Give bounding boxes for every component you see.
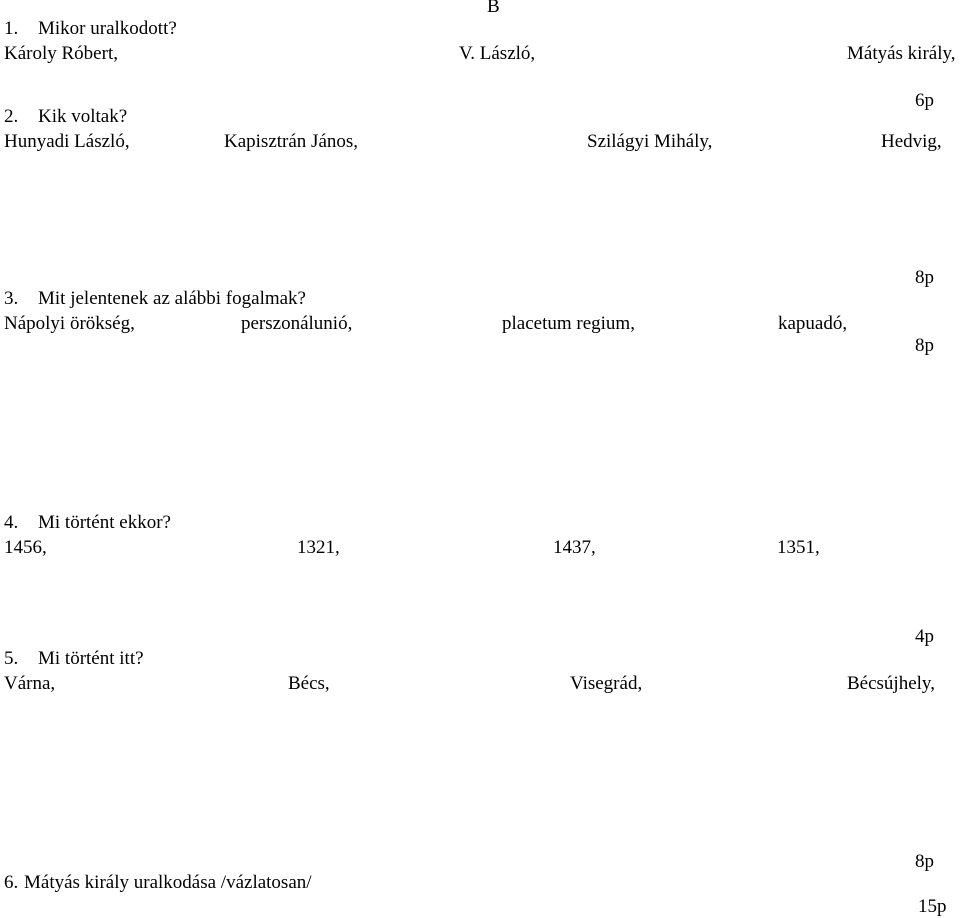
answer-item: Visegrád, — [570, 673, 643, 694]
answer-item: Nápolyi örökség, — [4, 313, 135, 334]
answer-item: Várna, — [4, 673, 56, 694]
question-number: 4. — [4, 512, 19, 533]
question-prompt: Mit jelentenek az alábbi fogalmak? — [38, 288, 306, 309]
question-number: 6. — [4, 872, 19, 893]
answer-item: Mátyás király, — [847, 43, 956, 64]
answer-item: Bécsújhely, — [847, 673, 935, 694]
answer-item: Károly Róbert, — [4, 43, 118, 64]
answer-item: Szilágyi Mihály, — [587, 131, 713, 152]
question-prompt: Mikor uralkodott? — [38, 18, 177, 39]
answer-item: 1437, — [553, 537, 596, 558]
question-prompt: Mi történt itt? — [38, 648, 144, 669]
answer-item: kapuadó, — [778, 313, 848, 334]
answer-item: 1351, — [777, 537, 820, 558]
answer-item: Bécs, — [288, 673, 330, 694]
question-number: 1. — [4, 18, 19, 39]
question-number: 5. — [4, 648, 19, 669]
points-label: 8p — [915, 267, 934, 288]
group-letter: B — [487, 0, 500, 17]
question-prompt: Mi történt ekkor? — [38, 512, 171, 533]
points-label: 8p — [915, 851, 934, 872]
answer-item: 1456, — [4, 537, 47, 558]
question-prompt: Kik voltak? — [38, 106, 128, 127]
answer-item: Hedvig, — [881, 131, 942, 152]
answer-item: placetum regium, — [502, 313, 635, 334]
points-label: 4p — [915, 626, 934, 647]
answer-item: perszonálunió, — [241, 313, 353, 334]
answer-item: V. László, — [459, 43, 536, 64]
question-number: 2. — [4, 106, 19, 127]
answer-item: Kapisztrán János, — [224, 131, 359, 152]
points-label: 8p — [915, 335, 934, 356]
points-label: 15p — [918, 896, 947, 917]
points-label: 6p — [915, 90, 934, 111]
question-prompt: Mátyás király uralkodása /vázlatosan/ — [24, 872, 312, 893]
answer-item: 1321, — [297, 537, 340, 558]
question-number: 3. — [4, 288, 19, 309]
answer-item: Hunyadi László, — [4, 131, 130, 152]
